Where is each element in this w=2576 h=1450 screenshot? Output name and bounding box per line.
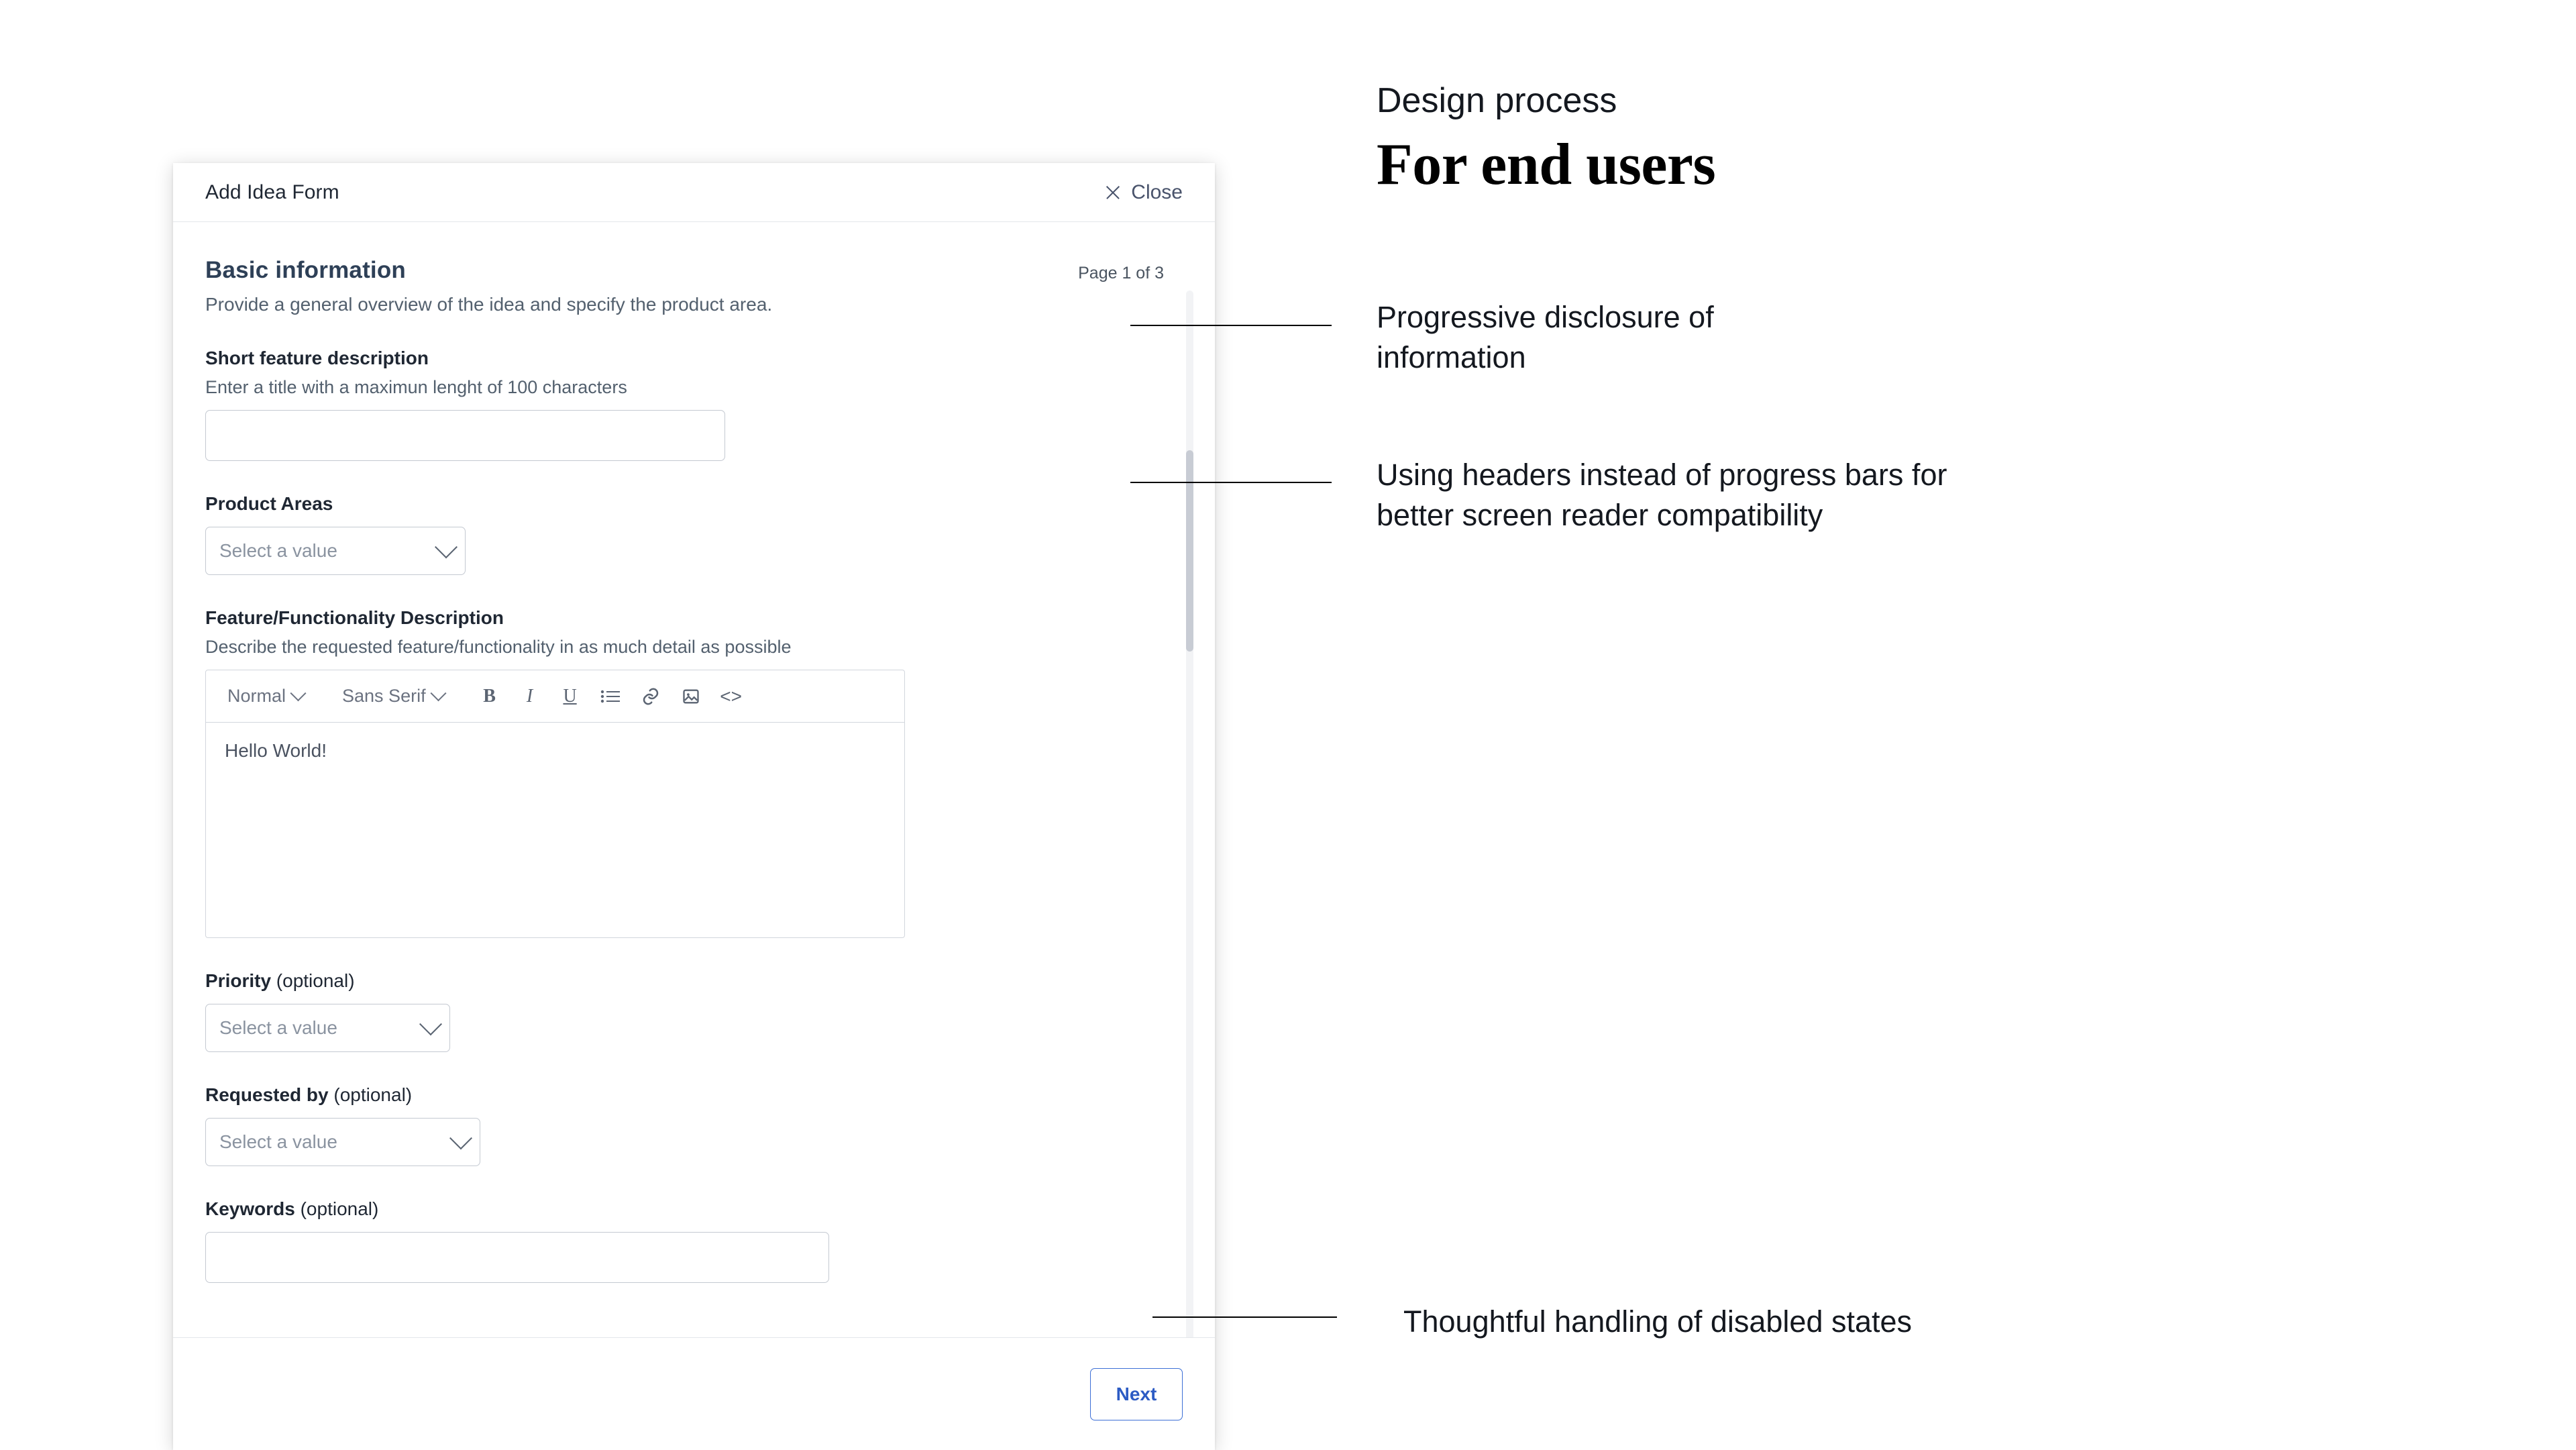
annotation-note-3: Thoughtful handling of disabled states xyxy=(1403,1304,1913,1339)
annotation-headline: For end users xyxy=(1377,132,1716,197)
field-requested-by xyxy=(205,1084,1183,1166)
requested-by-value: Select a value xyxy=(219,1131,337,1152)
leader-line-2 xyxy=(1130,482,1332,483)
leader-line-3 xyxy=(1152,1316,1337,1318)
priority-label-text: Priority xyxy=(205,970,272,991)
feature-description-hint: Describe the requested feature/functionality in as much detail as possible xyxy=(205,637,792,657)
product-areas-label: Product Areas xyxy=(205,493,333,514)
field-feature-description xyxy=(205,607,1183,938)
short-description-hint: Enter a title with a maximun lenght of 100 characters xyxy=(205,377,627,397)
field-product-areas xyxy=(205,493,1183,575)
priority-value: Select a value xyxy=(219,1017,337,1038)
product-areas-select[interactable] xyxy=(205,527,466,575)
requested-by-label-text: Requested by xyxy=(205,1084,329,1105)
section-subtitle: Provide a general overview of the idea and specify the product area. xyxy=(205,294,773,315)
priority-optional-tag: (optional) xyxy=(271,970,355,991)
requested-by-optional-tag: (optional) xyxy=(328,1084,413,1105)
close-button-label: Close xyxy=(1131,180,1183,203)
page-indicator: Page 1 of 3 xyxy=(1078,264,1164,282)
next-button[interactable]: Next xyxy=(1090,1368,1183,1420)
chevron-down-icon xyxy=(290,685,306,701)
chevron-down-icon xyxy=(449,1127,472,1149)
field-short-description xyxy=(205,348,1183,461)
chevron-down-icon xyxy=(435,535,458,558)
scrollbar-track[interactable] xyxy=(1186,291,1193,1337)
section-header xyxy=(205,257,1183,315)
bold-icon[interactable]: B xyxy=(483,685,496,707)
annotation-kicker: Design process xyxy=(1377,81,1617,120)
keywords-label xyxy=(205,1198,1183,1220)
feature-description-label: Feature/Functionality Description xyxy=(205,607,504,628)
priority-label xyxy=(205,970,1183,992)
link-icon[interactable] xyxy=(633,678,669,715)
field-keywords xyxy=(205,1198,1183,1283)
product-areas-value: Select a value xyxy=(219,540,337,561)
image-icon[interactable] xyxy=(673,678,709,715)
close-icon xyxy=(1104,184,1122,201)
code-icon[interactable]: <> xyxy=(720,685,742,707)
short-description-input[interactable] xyxy=(205,410,725,461)
chevron-down-icon xyxy=(419,1013,442,1035)
leader-line-1 xyxy=(1130,325,1332,326)
keywords-label-text: Keywords xyxy=(205,1198,295,1219)
modal-header xyxy=(173,163,1215,222)
section-title: Basic information xyxy=(205,257,407,283)
editor-format-style-label: Normal xyxy=(227,686,286,706)
close-button[interactable] xyxy=(1104,181,1183,204)
modal-footer xyxy=(173,1337,1215,1450)
editor-toolbar xyxy=(206,670,904,723)
scrollbar-thumb[interactable] xyxy=(1186,450,1193,652)
bulleted-list-icon[interactable] xyxy=(592,678,629,715)
italic-icon[interactable]: I xyxy=(526,685,533,707)
underline-icon[interactable]: U xyxy=(563,685,577,707)
modal-body xyxy=(173,222,1215,1337)
editor-font-family-label: Sans Serif xyxy=(342,686,426,706)
editor-content[interactable]: Hello World! xyxy=(225,740,327,761)
annotation-note-1: Progressive disclosure of information xyxy=(1377,300,1714,374)
keywords-input[interactable] xyxy=(205,1232,829,1283)
toolbar-divider xyxy=(463,684,464,709)
requested-by-select[interactable] xyxy=(205,1118,480,1166)
field-priority xyxy=(205,970,1183,1052)
priority-select[interactable] xyxy=(205,1004,450,1052)
modal-title: Add Idea Form xyxy=(205,180,339,203)
keywords-optional-tag: (optional) xyxy=(294,1198,379,1219)
editor-font-family-dropdown[interactable] xyxy=(331,686,455,707)
chevron-down-icon xyxy=(430,685,446,701)
rich-text-editor xyxy=(205,670,905,938)
requested-by-label xyxy=(205,1084,1183,1106)
annotation-note-2: Using headers instead of progress bars for better screen reader compatibility xyxy=(1377,458,1947,532)
short-description-label: Short feature description xyxy=(205,348,429,368)
editor-format-style-dropdown[interactable] xyxy=(217,686,315,707)
add-idea-modal xyxy=(173,163,1215,1450)
